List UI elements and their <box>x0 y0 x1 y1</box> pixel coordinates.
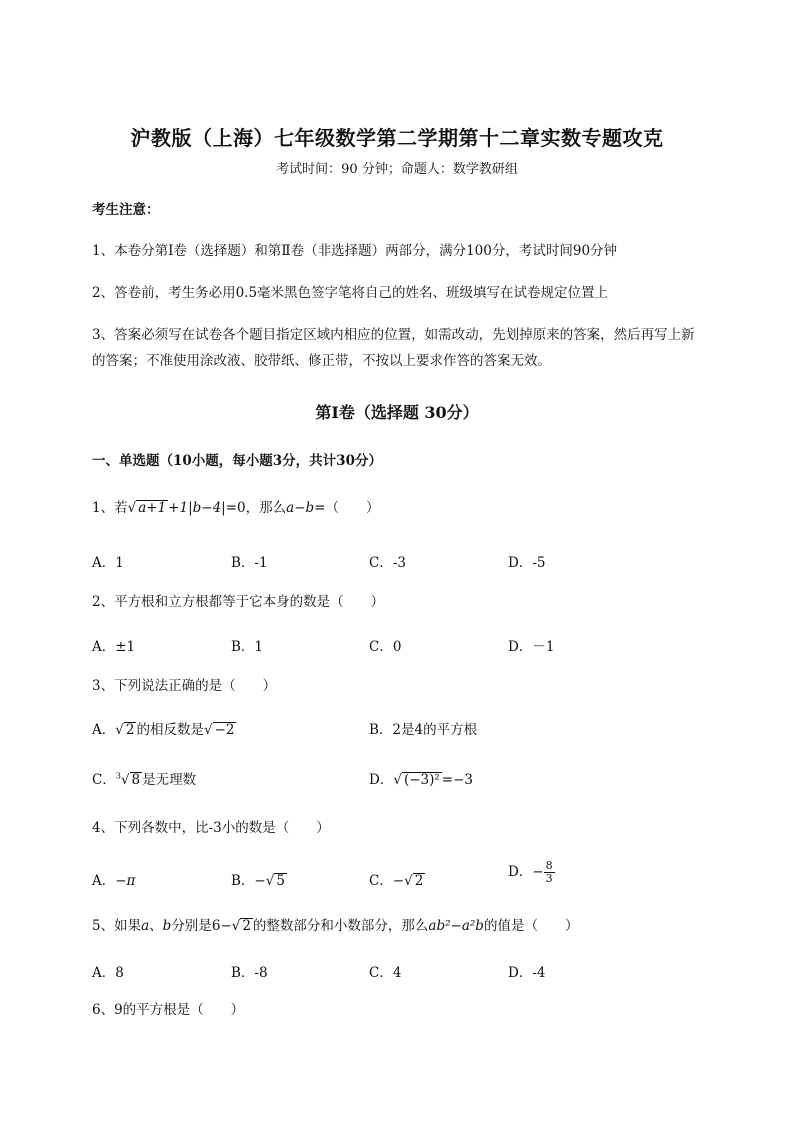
q4-c-neg: − <box>392 873 405 889</box>
question-4: 4、下列各数中，比-3小的数是（ ） <box>92 820 330 836</box>
q1-option-a[interactable]: A．1 <box>92 555 124 571</box>
q4-option-a[interactable] <box>92 869 135 889</box>
q1-plus: +1 <box>168 500 189 516</box>
q4-b-label: B． <box>231 873 255 889</box>
abs-bar-icon: | <box>221 500 226 516</box>
q1-option-b[interactable]: B．-1 <box>231 555 268 571</box>
q3-a-radicand: 2 <box>125 722 135 738</box>
abs-bar-icon: | <box>188 500 193 516</box>
question-1 <box>92 498 379 518</box>
q5-prefix: 5、如果 <box>92 918 142 934</box>
q4-option-d[interactable] <box>508 860 555 885</box>
q5-six: 6− <box>211 918 232 934</box>
notice-item-2: 2、答卷前，考生务必用0.5毫米黑色签字笔将自己的姓名、班级填写在试卷规定位置上 <box>92 285 609 301</box>
cbrt-icon: √ <box>120 772 130 788</box>
q2-option-c[interactable]: C．0 <box>369 639 402 655</box>
q4-d-numerator: 8 <box>545 859 553 872</box>
q5-mid: 分别是 <box>171 918 212 934</box>
q3-a-radicand-2: −2 <box>214 722 235 738</box>
exam-subtitle: 考试时间：90 分钟；命题人：数学教研组 <box>276 162 518 177</box>
part-heading: 一、单选题（10小题，每小题3分，共计30分） <box>92 453 382 469</box>
q3-option-d[interactable] <box>369 768 473 788</box>
q3-option-c[interactable] <box>92 768 196 788</box>
question-3: 3、下列说法正确的是（ ） <box>92 678 277 694</box>
q4-d-denominator: 3 <box>545 872 553 885</box>
q5-option-d[interactable]: D．-4 <box>508 965 546 981</box>
q5-option-c[interactable]: C．4 <box>369 965 402 981</box>
sqrt-icon: √ <box>203 722 213 738</box>
section-title: 第I卷（选择题 30分） <box>315 403 479 422</box>
q4-option-b[interactable] <box>231 869 287 889</box>
notice-item-3: 3、答案必须写在试卷各个题目指定区域内相应的位置，如需改动，先划掉原来的答案，然后再写上新 <box>92 327 695 343</box>
q1-radicand: a+1 <box>138 500 167 516</box>
q4-a-label: A． <box>92 873 116 889</box>
q5-expr: ab²−a²b <box>428 918 484 934</box>
q1-abs-expr: b−4 <box>192 500 222 516</box>
q4-d-label: D． <box>508 864 533 880</box>
q4-d-fraction <box>544 860 555 885</box>
q1-option-d[interactable]: D．-5 <box>508 555 546 571</box>
q4-c-radicand: 2 <box>414 873 424 889</box>
question-6: 6、9的平方根是（ ） <box>92 1002 245 1018</box>
sqrt-icon: √ <box>115 722 124 738</box>
q3-a-label: A． <box>92 722 116 738</box>
q5-b: b <box>162 918 172 934</box>
q4-b-radicand: 5 <box>276 873 285 889</box>
q3-d-radicand: (−3)² <box>403 772 440 788</box>
q2-option-d[interactable]: D．－1 <box>508 639 555 655</box>
q1-eq: =0，那么 <box>225 500 287 516</box>
q3-c-radicand: 8 <box>131 772 141 788</box>
q1-tail: =（ ） <box>314 500 380 516</box>
sqrt-icon: √ <box>127 500 137 516</box>
q1-prefix: 1、若 <box>92 500 128 516</box>
q5-tail: 的值是（ ） <box>483 918 579 934</box>
q3-a-mid: 的相反数是 <box>136 722 204 738</box>
q4-a-value: −π <box>115 873 136 889</box>
q2-option-b[interactable]: B．1 <box>231 639 264 655</box>
notice-item-1: 1、本卷分第I卷（选择题）和第Ⅱ卷（非选择题）两部分，满分100分，考试时间90分钟 <box>92 243 618 259</box>
exam-title: 沪教版（上海）七年级数学第二学期第十二章实数专题攻克 <box>130 126 664 150</box>
q2-option-a[interactable]: A．±1 <box>92 639 136 655</box>
q1-ab: a−b <box>286 500 315 516</box>
question-2: 2、平方根和立方根都等于它本身的数是（ ） <box>92 594 385 610</box>
sqrt-icon: √ <box>231 918 241 934</box>
q4-option-c[interactable] <box>369 869 425 889</box>
q5-radicand: 2 <box>242 918 251 934</box>
q3-c-label: C． <box>92 772 116 788</box>
q5-option-a[interactable]: A．8 <box>92 965 124 981</box>
q3-d-tail: =−3 <box>441 772 474 788</box>
q4-d-neg: − <box>532 864 544 880</box>
q5-option-b[interactable]: B．-8 <box>231 965 268 981</box>
q3-option-a[interactable] <box>92 718 236 738</box>
sqrt-icon: √ <box>393 772 402 788</box>
q3-d-label: D． <box>369 772 394 788</box>
q3-c-tail: 是无理数 <box>142 772 197 788</box>
q5-mid2: 的整数部分和小数部分，那么 <box>252 918 429 934</box>
sqrt-icon: √ <box>404 873 413 889</box>
q3-c-index: 3 <box>115 771 121 781</box>
notice-item-3-cont: 的答案；不准使用涂改液、胶带纸、修正带，不按以上要求作答的答案无效。 <box>92 353 551 369</box>
q3-option-b[interactable]: B．2是4的平方根 <box>369 722 478 738</box>
notice-heading: 考生注意： <box>92 202 160 218</box>
q5-sep: 、 <box>149 918 163 934</box>
question-5 <box>92 916 578 936</box>
q4-b-neg: − <box>254 873 266 889</box>
q4-c-label: C． <box>369 873 393 889</box>
q1-option-c[interactable]: C．-3 <box>369 555 406 571</box>
q5-a: a <box>141 918 150 934</box>
sqrt-icon: √ <box>265 873 275 889</box>
